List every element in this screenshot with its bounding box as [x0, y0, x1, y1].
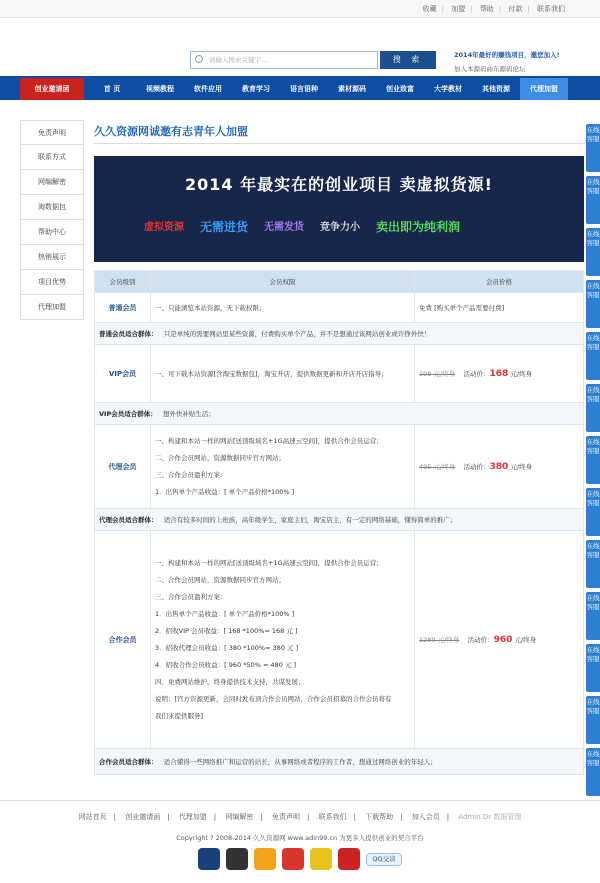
service-button[interactable]: 在线客服: [586, 384, 600, 432]
service-button[interactable]: 在线客服: [586, 644, 600, 692]
sidebar-item[interactable]: 热销展示: [20, 245, 84, 270]
badge-row: [0, 848, 600, 870]
sidebar-item[interactable]: 帮助中心: [20, 220, 84, 245]
perm-line: 一、构建和本站一样的网站[送顶级域名+1G高速云空间]，提供合作会员运营；: [155, 558, 383, 567]
perm-line: 4．招收合作会员收益：[ 960 *50% = 480 元 ]: [155, 660, 297, 669]
nav-item[interactable]: 教育学习: [242, 85, 270, 93]
col-header: 会员权限: [151, 271, 415, 293]
perm-line: 我们来提供服务]: [155, 711, 204, 720]
banner-chip: 卖出即为纯利润: [376, 220, 461, 234]
footer-link[interactable]: 加入会员: [411, 813, 440, 821]
promo-line: 加入本源码曲东源码论坛: [454, 65, 526, 73]
table-row: [95, 749, 584, 775]
service-button[interactable]: 在线客服: [586, 748, 600, 796]
perm-line: 说明：[官方资源更新，会同时发布到合作会员网站，合作会员招募的合作会员将有: [155, 694, 392, 703]
perm-line: 2．招收VIP 会员收益：[ 168 *100%= 168 元 ]: [155, 626, 298, 635]
perm-cell: [151, 425, 415, 509]
fit-text: 想外快补贴生活；: [162, 410, 215, 418]
nav-item[interactable]: 大学教材: [434, 85, 462, 93]
perm-line: 三、合作会员盈利方案：: [155, 592, 227, 601]
perm-line: 二、合作会员网站，资源数据同步官方网站；: [155, 575, 285, 584]
service-button[interactable]: 在线客服: [586, 592, 600, 640]
level-cell: 普通会员: [95, 293, 151, 323]
old-price: 198 元/终身: [419, 369, 456, 378]
perm-line: 二、合作会员网站，资源数据同步官方网站；: [155, 453, 285, 462]
nav-item[interactable]: 创业致富: [386, 85, 414, 93]
perm-line: 1．出售单个产品收益：[ 单个产品价格*100% ]: [155, 487, 295, 496]
footer-link[interactable]: 代理加盟: [178, 813, 207, 821]
price-cell: 免费 [购买单个产品需要付费]: [415, 293, 584, 323]
table-row: [95, 345, 584, 403]
table-row: [95, 293, 584, 323]
footer-link[interactable]: 联系我们: [318, 813, 347, 821]
sidebar-item[interactable]: 联系方式: [20, 145, 84, 170]
security-badge-icon: [198, 848, 220, 870]
nav-item[interactable]: 首 页: [103, 85, 121, 93]
banner-chip: 无需发货: [264, 222, 305, 233]
price-cell: [415, 345, 584, 403]
nav-item[interactable]: 语言语种: [290, 85, 318, 93]
old-price: 495 元/终身: [419, 462, 456, 471]
perm-line: 三、合作会员盈利方案：: [155, 470, 227, 479]
sidebar-item[interactable]: 淘数据包: [20, 195, 84, 220]
promo-label: 活动价：: [463, 369, 490, 378]
header: [0, 18, 600, 76]
price-cell: [415, 531, 584, 749]
banner-headline: 2014 年最实在的创业项目 卖虚拟货源!: [185, 175, 493, 194]
promo-price: 168: [489, 368, 509, 379]
join-link[interactable]: 加盟: [451, 5, 466, 13]
admin-link[interactable]: Admin.Dr 数据管理: [458, 813, 522, 821]
promo-label: 活动价：: [463, 462, 490, 471]
level-cell: 代理会员: [95, 425, 151, 509]
price-cell: [415, 425, 584, 509]
nav-item[interactable]: 其他资源: [482, 85, 510, 93]
nav-item[interactable]: 软件应用: [194, 85, 222, 93]
alert-badge-icon: [226, 848, 248, 870]
perm-cell: [151, 531, 415, 749]
table-row: [95, 425, 584, 509]
banner-chip: 虚拟资源: [144, 222, 184, 233]
top-links: 收藏 | 加盟 | 帮助 | 付款 | 联系我们: [0, 0, 600, 18]
level-cell: 合作会员: [95, 531, 151, 749]
footer-link[interactable]: 创业邀请函: [125, 813, 161, 821]
banner-chip: 竞争力小: [320, 222, 361, 233]
level-cell: VIP会员: [95, 345, 151, 403]
promo-headline[interactable]: 2014年最好的赚钱项目，邀您加入!: [454, 51, 560, 59]
price-unit: 元/终身: [510, 462, 533, 471]
perm-cell: 一、可下载本站资源[含淘宝数据包]，淘宝开店，提供数据更新和开店开店指导；: [151, 345, 415, 403]
promo-price: 380: [489, 461, 509, 472]
search-icon: [195, 55, 203, 63]
footer-link[interactable]: 下载帮助: [365, 813, 394, 821]
membership-table: [94, 270, 584, 775]
safe-badge-icon: [338, 848, 360, 870]
table-row: [95, 403, 584, 425]
service-button[interactable]: 在线客服: [586, 332, 600, 380]
nav-item[interactable]: 素材源码: [338, 85, 366, 93]
service-button[interactable]: 在线客服: [586, 176, 600, 224]
promo-label: 活动价：: [467, 635, 494, 644]
footer-link[interactable]: 免责声明: [271, 813, 300, 821]
old-price: 1280 元/终身: [419, 635, 460, 644]
fit-text: 只是单纯的需要网站里某些资源，付费购买单个产品，并不是想通过该网站创业或许挣外快！: [163, 330, 431, 338]
search-input[interactable]: 请输入搜索关键字...: [190, 51, 378, 69]
perm-cell: 一、只能浏览本站资源，无下载权限；: [151, 293, 415, 323]
main-nav: [0, 76, 600, 100]
footer-link[interactable]: 网编解密: [225, 813, 254, 821]
fit-label: 普通会员适合群体：: [99, 330, 158, 338]
col-header: 会员价格: [415, 271, 584, 293]
help-link[interactable]: 帮助: [479, 5, 494, 13]
sidebar-item[interactable]: 免责声明: [20, 120, 84, 145]
cert-badge-icon: [310, 848, 332, 870]
pay-link[interactable]: 付款: [508, 5, 523, 13]
col-header: 会员级别: [95, 271, 151, 293]
contact-link[interactable]: 联系我们: [537, 5, 565, 13]
qq-chat-button[interactable]: QQ交谈: [366, 853, 402, 866]
perm-line: 3．招收代理会员收益：[ 380 *100%= 380 元 ]: [155, 643, 299, 652]
fit-label: 合作会员适合群体：: [99, 758, 158, 766]
page-title: 久久资源网诚邀有志青年人加盟: [94, 120, 584, 144]
copyright: Copyright ? 2008-2014 久久资源网 www.adin99.cn 为更多人提供创业的契合平台: [176, 834, 424, 842]
sidebar-item[interactable]: 项目优势: [20, 270, 84, 295]
price-unit: 元/终身: [514, 635, 537, 644]
fit-text: 适合懂得一些网络推广和运营的站长，从事网络或者程序的工作者，想通过网络创业的年轻人；: [163, 758, 437, 766]
sidebar-item[interactable]: 网编解密: [20, 170, 84, 195]
perm-line: 1．出售单个产品收益：[ 单个产品价格*100% ]: [155, 609, 295, 618]
search-button[interactable]: 搜 索: [380, 51, 436, 69]
banner: [94, 156, 584, 262]
footer-links: 网站首页 | 创业邀请函 | 代理加盟 | 网编解密 | 免责声明 | 联系我们 | 下载帮助 | 加入会员 | Admin.Dr 数据管理: [78, 813, 522, 821]
footer-link[interactable]: 网站首页: [78, 813, 107, 821]
perm-line: 四、免费网站维护，终身提供技术支持，共谋发展；: [155, 677, 305, 686]
service-button[interactable]: 在线客服: [586, 696, 600, 744]
service-button[interactable]: 在线客服: [586, 488, 600, 536]
service-button[interactable]: 在线客服: [586, 436, 600, 484]
table-row: [95, 323, 584, 345]
fit-label: VIP会员适合群体：: [99, 410, 157, 418]
police-badge-icon: [282, 848, 304, 870]
service-button[interactable]: 在线客服: [586, 280, 600, 328]
banner-chip: 无需进货: [200, 220, 249, 234]
online-service: [586, 124, 600, 800]
table-row: [95, 509, 584, 531]
footer: [0, 800, 600, 870]
main-content: [94, 120, 584, 775]
fit-label: 代理会员适合群体：: [99, 516, 158, 524]
fit-text: 适合有较多时间的上班族，高年级学生，家庭主妇，淘宝店主，有一定的网络基础，懂得简单的推广；: [163, 516, 457, 524]
price-unit: 元/终身: [510, 369, 533, 378]
nav-item-active[interactable]: 代理加盟: [520, 78, 568, 100]
perm-line: 一、构建和本站一样的网站[送顶级域名+1G高速云空间]，提供合作会员运营；: [155, 436, 383, 445]
sidebar: [20, 120, 84, 320]
service-button[interactable]: 在线客服: [586, 124, 600, 172]
service-button[interactable]: 在线客服: [586, 540, 600, 588]
favorite-link[interactable]: 收藏: [422, 5, 437, 13]
trust-badge-icon: [254, 848, 276, 870]
nav-invite[interactable]: 创业邀请函: [20, 78, 84, 100]
sidebar-item[interactable]: 代理加盟: [20, 295, 84, 320]
promo-price: 960: [493, 634, 513, 645]
service-button[interactable]: 在线客服: [586, 228, 600, 276]
nav-item[interactable]: 视频教程: [146, 85, 174, 93]
table-row: [95, 531, 584, 749]
